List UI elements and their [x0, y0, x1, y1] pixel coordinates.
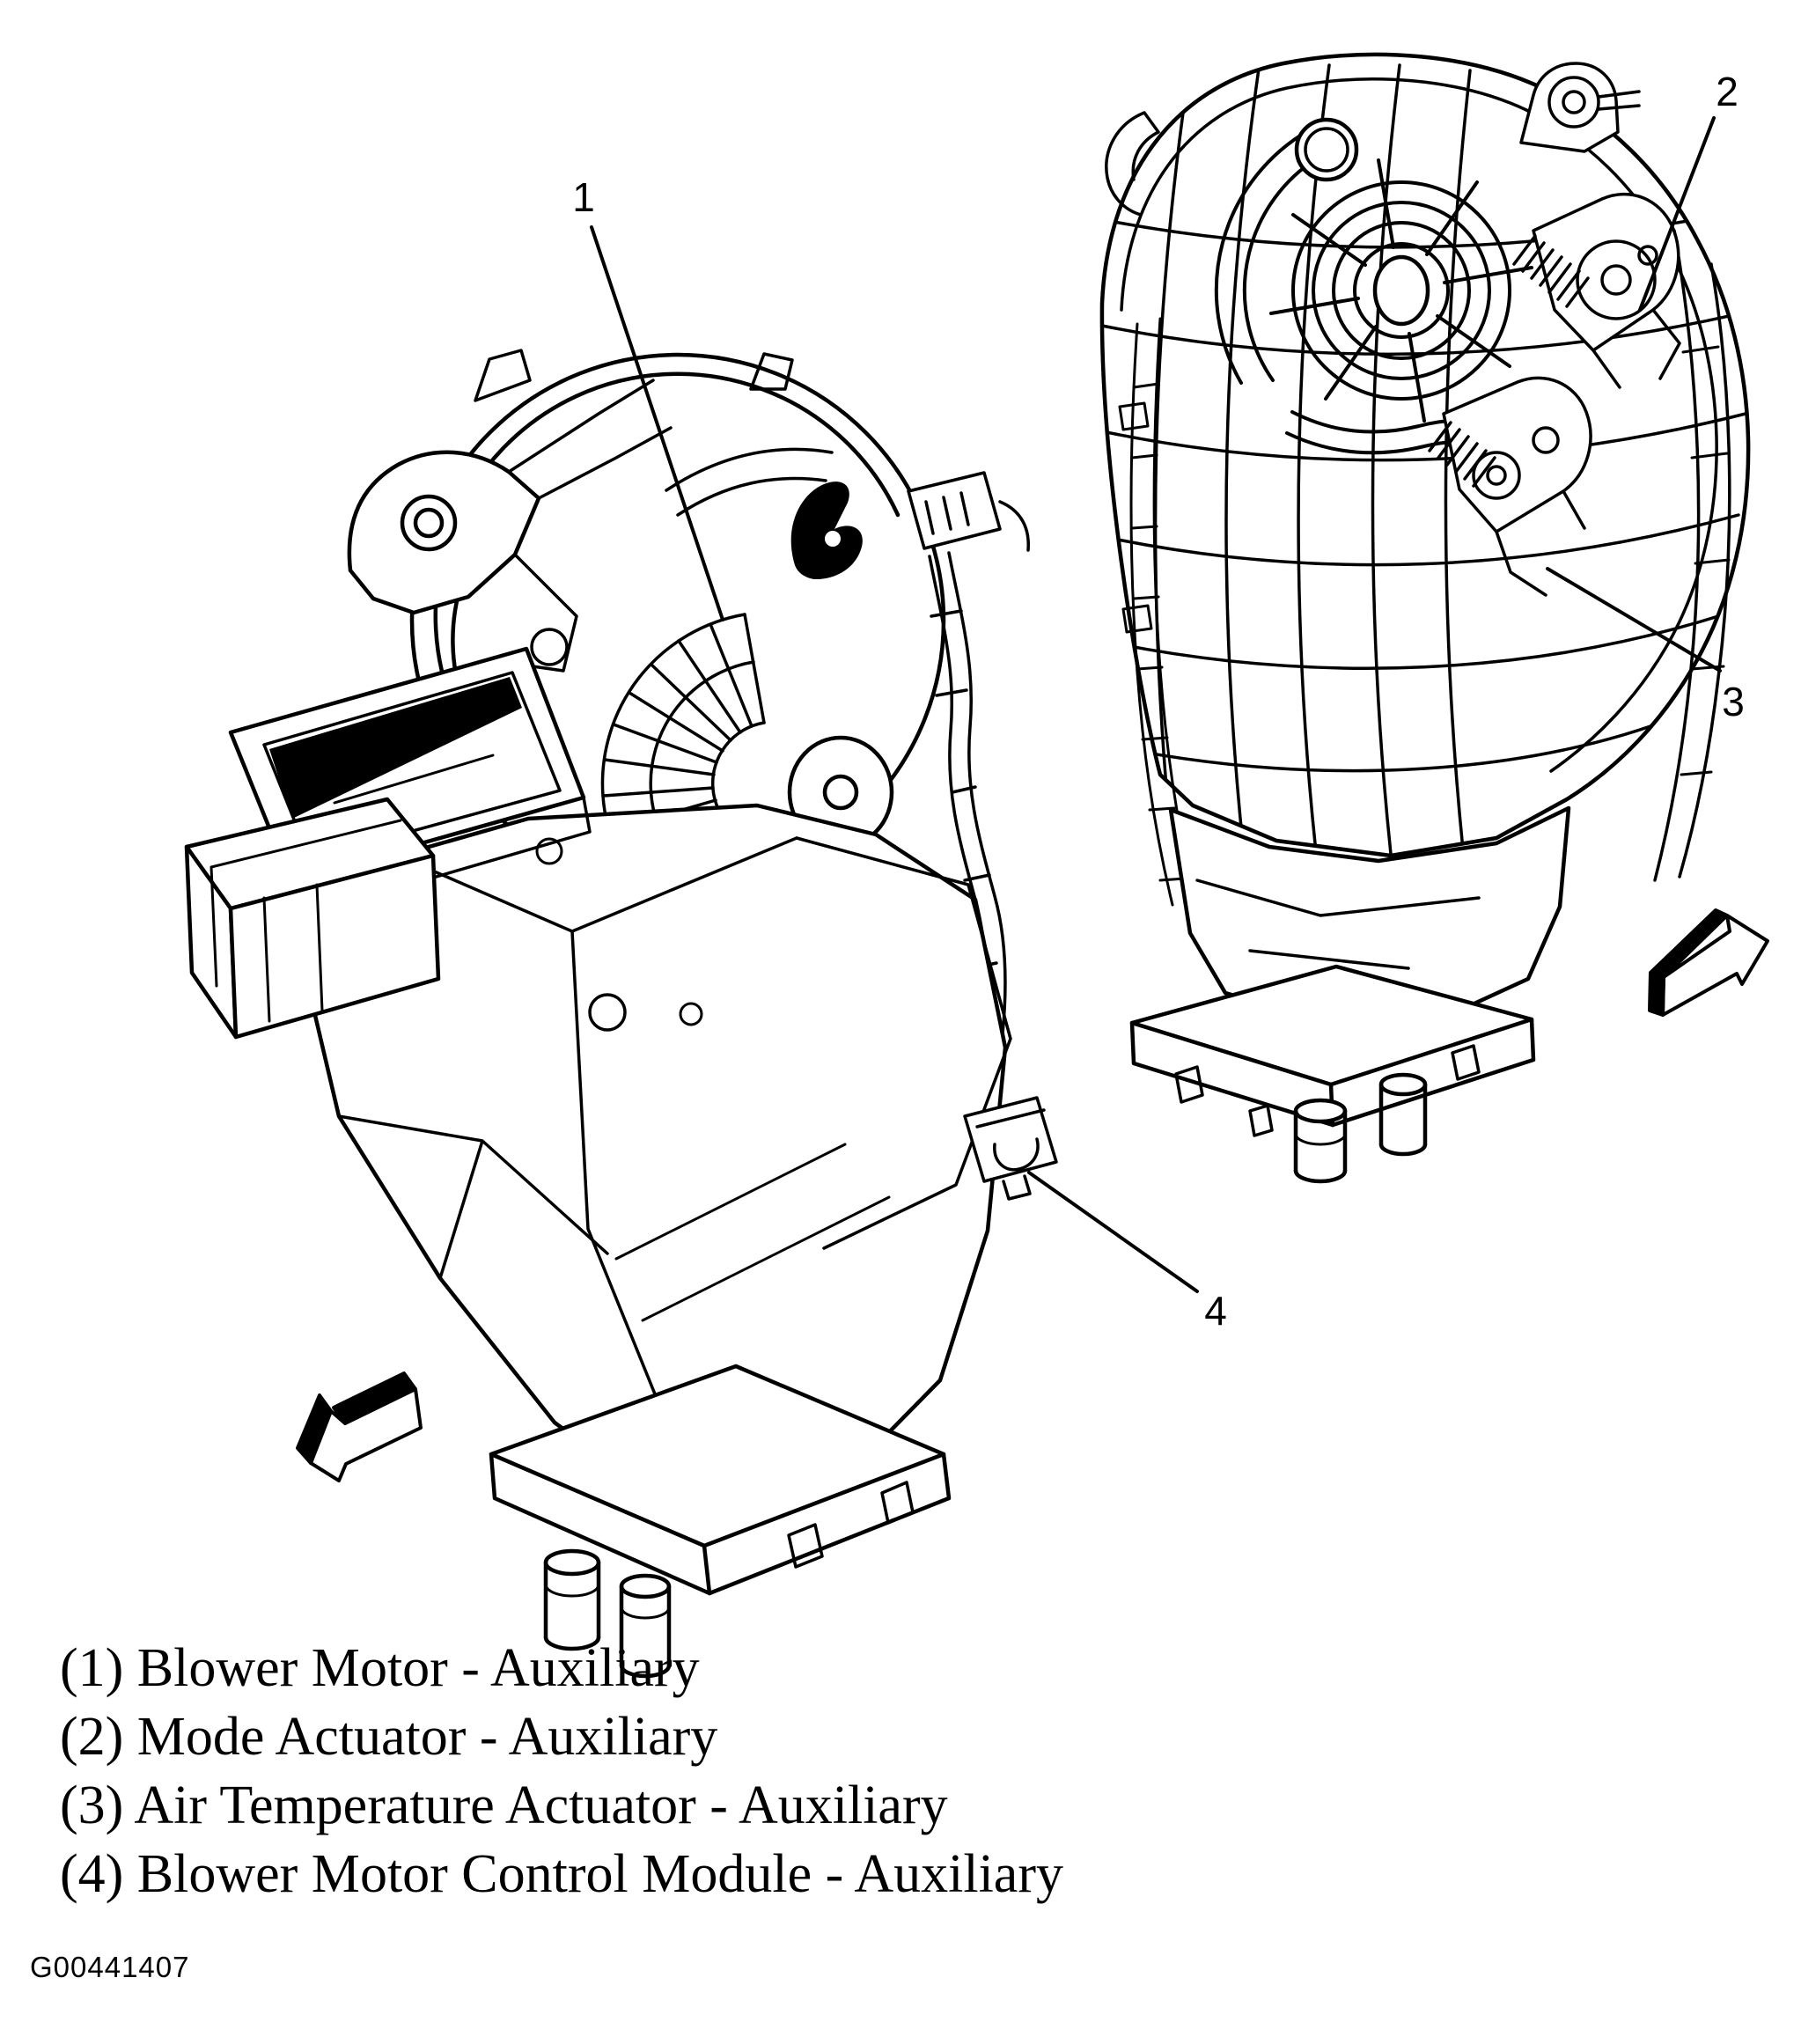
legend-item-4: (4) Blower Motor Control Module - Auxiliary — [60, 1844, 1063, 1904]
leader-line-4 — [1029, 1173, 1197, 1291]
fan-shroud-housing — [1102, 55, 1748, 856]
callout-number-2: 2 — [1716, 69, 1739, 114]
figure-code: G00441407 — [30, 1951, 190, 1983]
callout-4-blower-module — [1029, 1173, 1227, 1334]
direction-arrow-left-icon — [298, 1373, 421, 1481]
legend-item-2: (2) Mode Actuator - Auxiliary — [60, 1707, 718, 1767]
legend — [60, 1634, 1063, 1908]
mounting-bracket — [349, 380, 671, 671]
grille-hub — [1375, 257, 1428, 324]
callout-number-1: 1 — [572, 174, 595, 220]
callout-1-blower-motor — [572, 174, 723, 620]
legend-item-3: (3) Air Temperature Actuator - Auxiliary — [60, 1776, 948, 1835]
legend-item-1: (1) Blower Motor - Auxiliary — [60, 1638, 700, 1698]
callout-number-4: 4 — [1204, 1288, 1227, 1334]
direction-arrow-right-icon — [1650, 910, 1768, 1015]
leader-line-1 — [592, 227, 723, 620]
callout-number-3: 3 — [1722, 679, 1745, 724]
top-mounting-tab — [1521, 63, 1639, 151]
primary-unit-drawing — [187, 350, 1056, 1676]
motor-clip — [791, 482, 863, 579]
